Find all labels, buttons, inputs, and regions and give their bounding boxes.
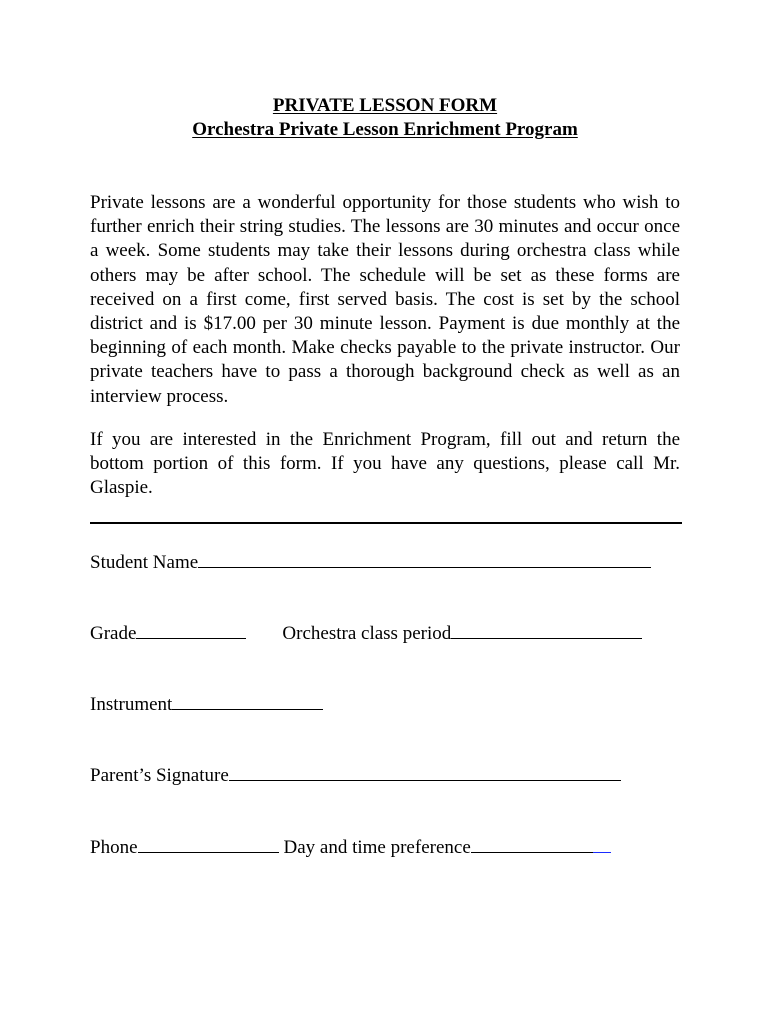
form-subtitle: Orchestra Private Lesson Enrichment Program bbox=[192, 119, 578, 140]
orchestra-period-field[interactable] bbox=[451, 623, 642, 639]
cut-line-divider bbox=[90, 522, 682, 524]
parent-signature-field[interactable] bbox=[229, 765, 621, 781]
parent-signature-label: Parent’s Signature bbox=[90, 765, 229, 786]
day-time-field[interactable] bbox=[471, 837, 593, 853]
student-name-row bbox=[90, 551, 651, 575]
day-time-field-link-underline[interactable] bbox=[593, 837, 611, 853]
phone-day-row bbox=[90, 836, 611, 860]
orchestra-period-label: Orchestra class period bbox=[282, 623, 452, 644]
instructions-paragraph: If you are interested in the Enrichment Program, fill out and return the bottom portion of this form. If you have any questions, please call Mr. Glaspie. bbox=[90, 429, 680, 499]
grade-label: Grade bbox=[90, 623, 137, 644]
phone-label: Phone bbox=[90, 837, 138, 858]
grade-period-row bbox=[90, 622, 642, 646]
instrument-field[interactable] bbox=[172, 694, 323, 710]
form-title: PRIVATE LESSON FORM bbox=[272, 95, 498, 116]
student-name-label: Student Name bbox=[90, 552, 199, 573]
grade-field[interactable] bbox=[136, 623, 246, 639]
form-header bbox=[0, 94, 770, 142]
phone-field[interactable] bbox=[138, 837, 279, 853]
instrument-row bbox=[90, 693, 323, 717]
intro-paragraph: Private lessons are a wonderful opportunity for those students who wish to further enrich their string studies. The lessons are 30 minutes and occur once a week. Some students may take their lessons during orchestra class while others may be after school. The schedule will be set as these forms are received on a first come, first served basis. The cost is set by the school district and is $17.00 per 30 minute lesson. Payment is due monthly at the beginning of each month. Make checks payable to the private instructor. Our private teachers have to pass a thorough background check as well as an interview process. bbox=[90, 192, 680, 407]
day-time-label: Day and time preference bbox=[283, 837, 471, 858]
instrument-label: Instrument bbox=[90, 694, 173, 715]
student-name-field[interactable] bbox=[198, 552, 651, 568]
parent-signature-row bbox=[90, 764, 621, 788]
